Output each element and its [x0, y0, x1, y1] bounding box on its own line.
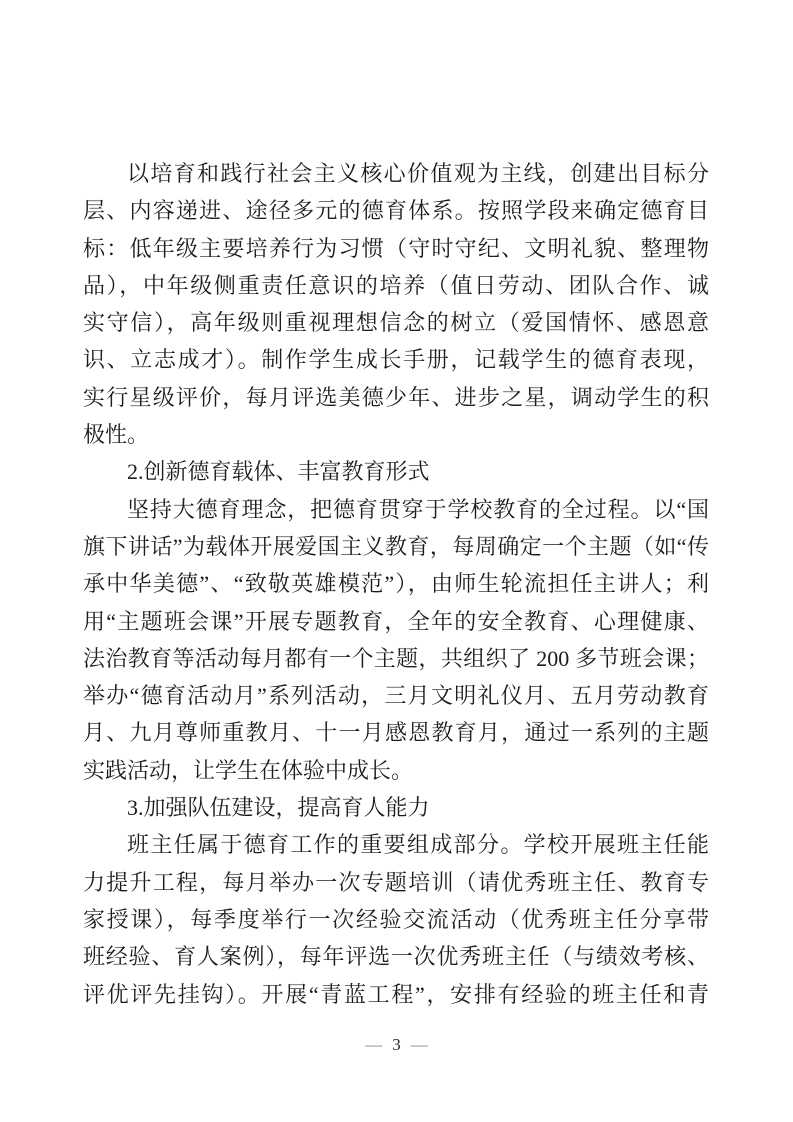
text-line: 家授课），每季度举行一次经验交流活动（优秀班主任分享带	[83, 906, 709, 932]
text-line: 月、九月尊师重教月、十一月感恩教育月，通过一系列的主题	[83, 720, 709, 746]
document-body	[83, 155, 709, 1013]
page-number: 3	[392, 1035, 401, 1054]
page-footer	[0, 1033, 793, 1057]
text-line: 用“主题班会课”开展专题教育，全年的安全教育、心理健康、	[83, 608, 709, 634]
text-line: 承中华美德”、“致敬英雄模范”），由师生轮流担任主讲人；利	[83, 571, 709, 597]
footer-dash-left: —	[365, 1035, 383, 1054]
text-line: 班经验、育人案例），每年评选一次优秀班主任（与绩效考核、	[83, 944, 709, 970]
text-line: 层、内容递进、途径多元的德育体系。按照学段来确定德育目	[83, 198, 709, 224]
footer-dash-right: —	[410, 1035, 428, 1054]
text-line: 极性。	[83, 422, 150, 448]
text-line: 实践活动，让学生在体验中成长。	[83, 757, 414, 783]
text-line: 举办“德育活动月”系列活动，三月文明礼仪月、五月劳动教育	[83, 683, 709, 709]
text-line: 评优评先挂钩）。开展“青蓝工程”，安排有经验的班主任和青	[83, 981, 709, 1007]
text-line: 坚持大德育理念，把德育贯穿于学校教育的全过程。以“国	[127, 496, 709, 522]
text-line: 旗下讲话”为载体开展爱国主义教育，每周确定一个主题（如“传	[83, 533, 709, 559]
text-line: 识、立志成才）。制作学生成长手册，记载学生的德育表现，	[83, 347, 709, 373]
text-line: 实守信），高年级则重视理想信念的树立（爱国情怀、感恩意	[83, 310, 709, 336]
text-line: 标：低年级主要培养行为习惯（守时守纪、文明礼貌、整理物	[83, 235, 709, 261]
text-line: 以培育和践行社会主义核心价值观为主线，创建出目标分	[127, 161, 709, 186]
text-line: 法治教育等活动每月都有一个主题，共组织了 200 多节班会课；	[83, 645, 709, 671]
text-line: 力提升工程，每月举办一次专题培训（请优秀班主任、教育专	[83, 869, 709, 895]
text-line: 实行星级评价，每月评选美德少年、进步之星，调动学生的积	[83, 384, 709, 410]
text-line: 品），中年级侧重责任意识的培养（值日劳动、团队合作、诚	[83, 272, 709, 298]
text-line: 3.加强队伍建设，提高育人能力	[127, 795, 430, 821]
text-line: 班主任属于德育工作的重要组成部分。学校开展班主任能	[127, 832, 709, 858]
text-line: 2.创新德育载体、丰富教育形式	[127, 459, 430, 485]
